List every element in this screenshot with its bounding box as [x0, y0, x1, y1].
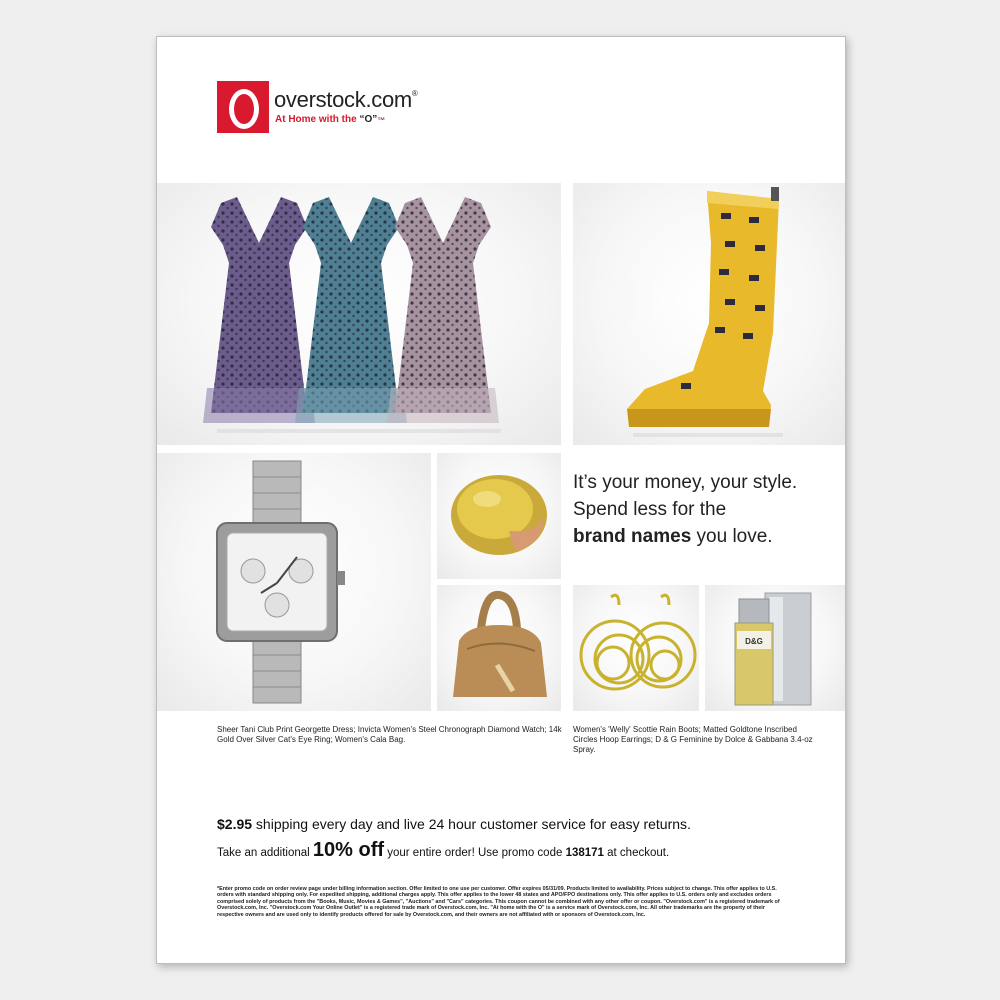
- ad-page: [156, 36, 846, 964]
- o-logo-icon: [217, 81, 269, 133]
- perfume-brand-label: D&G: [745, 637, 763, 646]
- promo-code: 138171: [565, 847, 604, 859]
- fine-print: *Enter promo code on order review page under billing information section. Offer limited to one use per customer. Offer expires 05/31/09. Products limited to availability. Prices subject to change. This offer applies to U.S. orders with standard shipping only. For expedited shipping, additional charges apply. This offer applies to the lower 48 states and APO/FPO destinations only. This offer applies to U.S. orders only and excludes orders comprised solely of products from the "Books, Music, Movies & Games", "Auctions" and "Cars" categories. This coupon cannot be combined with any other offer or coupon. "Overstock.com" is a registered trademark of Overstock.com, Inc. "Overstock.com Your Online Outlet" is a registered trade mark of Overstock.com, Inc. "At home with the O" is a service mark of Overstock.com, Inc. All other trademarks are the property of their respective owners and are used only to identify products offered for sale by Overstock.com, and their owners are not affiliated with or sponsors of Overstock.com, Inc.: [217, 886, 780, 918]
- ring-image-icon: [437, 453, 561, 579]
- tagline-line2: Spend less for the: [573, 499, 727, 520]
- bag-photo: [437, 585, 561, 711]
- dresses-photo: [157, 183, 561, 445]
- earrings-image-icon: [573, 585, 699, 711]
- tagline-line3: brand names you love.: [573, 526, 773, 547]
- rain-boot-photo: [573, 183, 845, 445]
- ring-photo: [437, 453, 561, 579]
- tagline: [573, 469, 833, 550]
- watch-photo: [157, 453, 431, 711]
- perfume-image-icon: [705, 585, 845, 711]
- earrings-photo: [573, 585, 699, 711]
- watch-image-icon: [157, 453, 431, 711]
- logo-wordmark: overstock.com®: [274, 87, 418, 112]
- logo-tagline: At Home with the “O”™: [275, 114, 386, 125]
- overstock-logo[interactable]: [217, 81, 437, 137]
- dress-image-icon: [157, 183, 561, 445]
- caption-right: Women's 'Welly' Scottie Rain Boots; Matted Goldtone Inscribed Circles Hoop Earrings; D & G Feminine by Dolce & Gabbana 3.4-oz Spray.: [573, 725, 813, 754]
- tagline-line1: It’s your money, your style.: [573, 472, 798, 493]
- caption-left: Sheer Tani Club Print Georgette Dress; Invicta Women's Steel Chronograph Diamond Watch; 14k Gold Over Silver Cat's Eye Ring; Women's Cala Bag.: [217, 725, 562, 744]
- boot-image-icon: [573, 183, 845, 445]
- promo-line: Take an additional 10% off your entire order! Use promo code 138171 at checkout.: [217, 839, 670, 861]
- shipping-line: $2.95 shipping every day and live 24 hour customer service for easy returns.: [217, 816, 691, 832]
- perfume-photo: [705, 585, 845, 711]
- bag-image-icon: [437, 585, 561, 711]
